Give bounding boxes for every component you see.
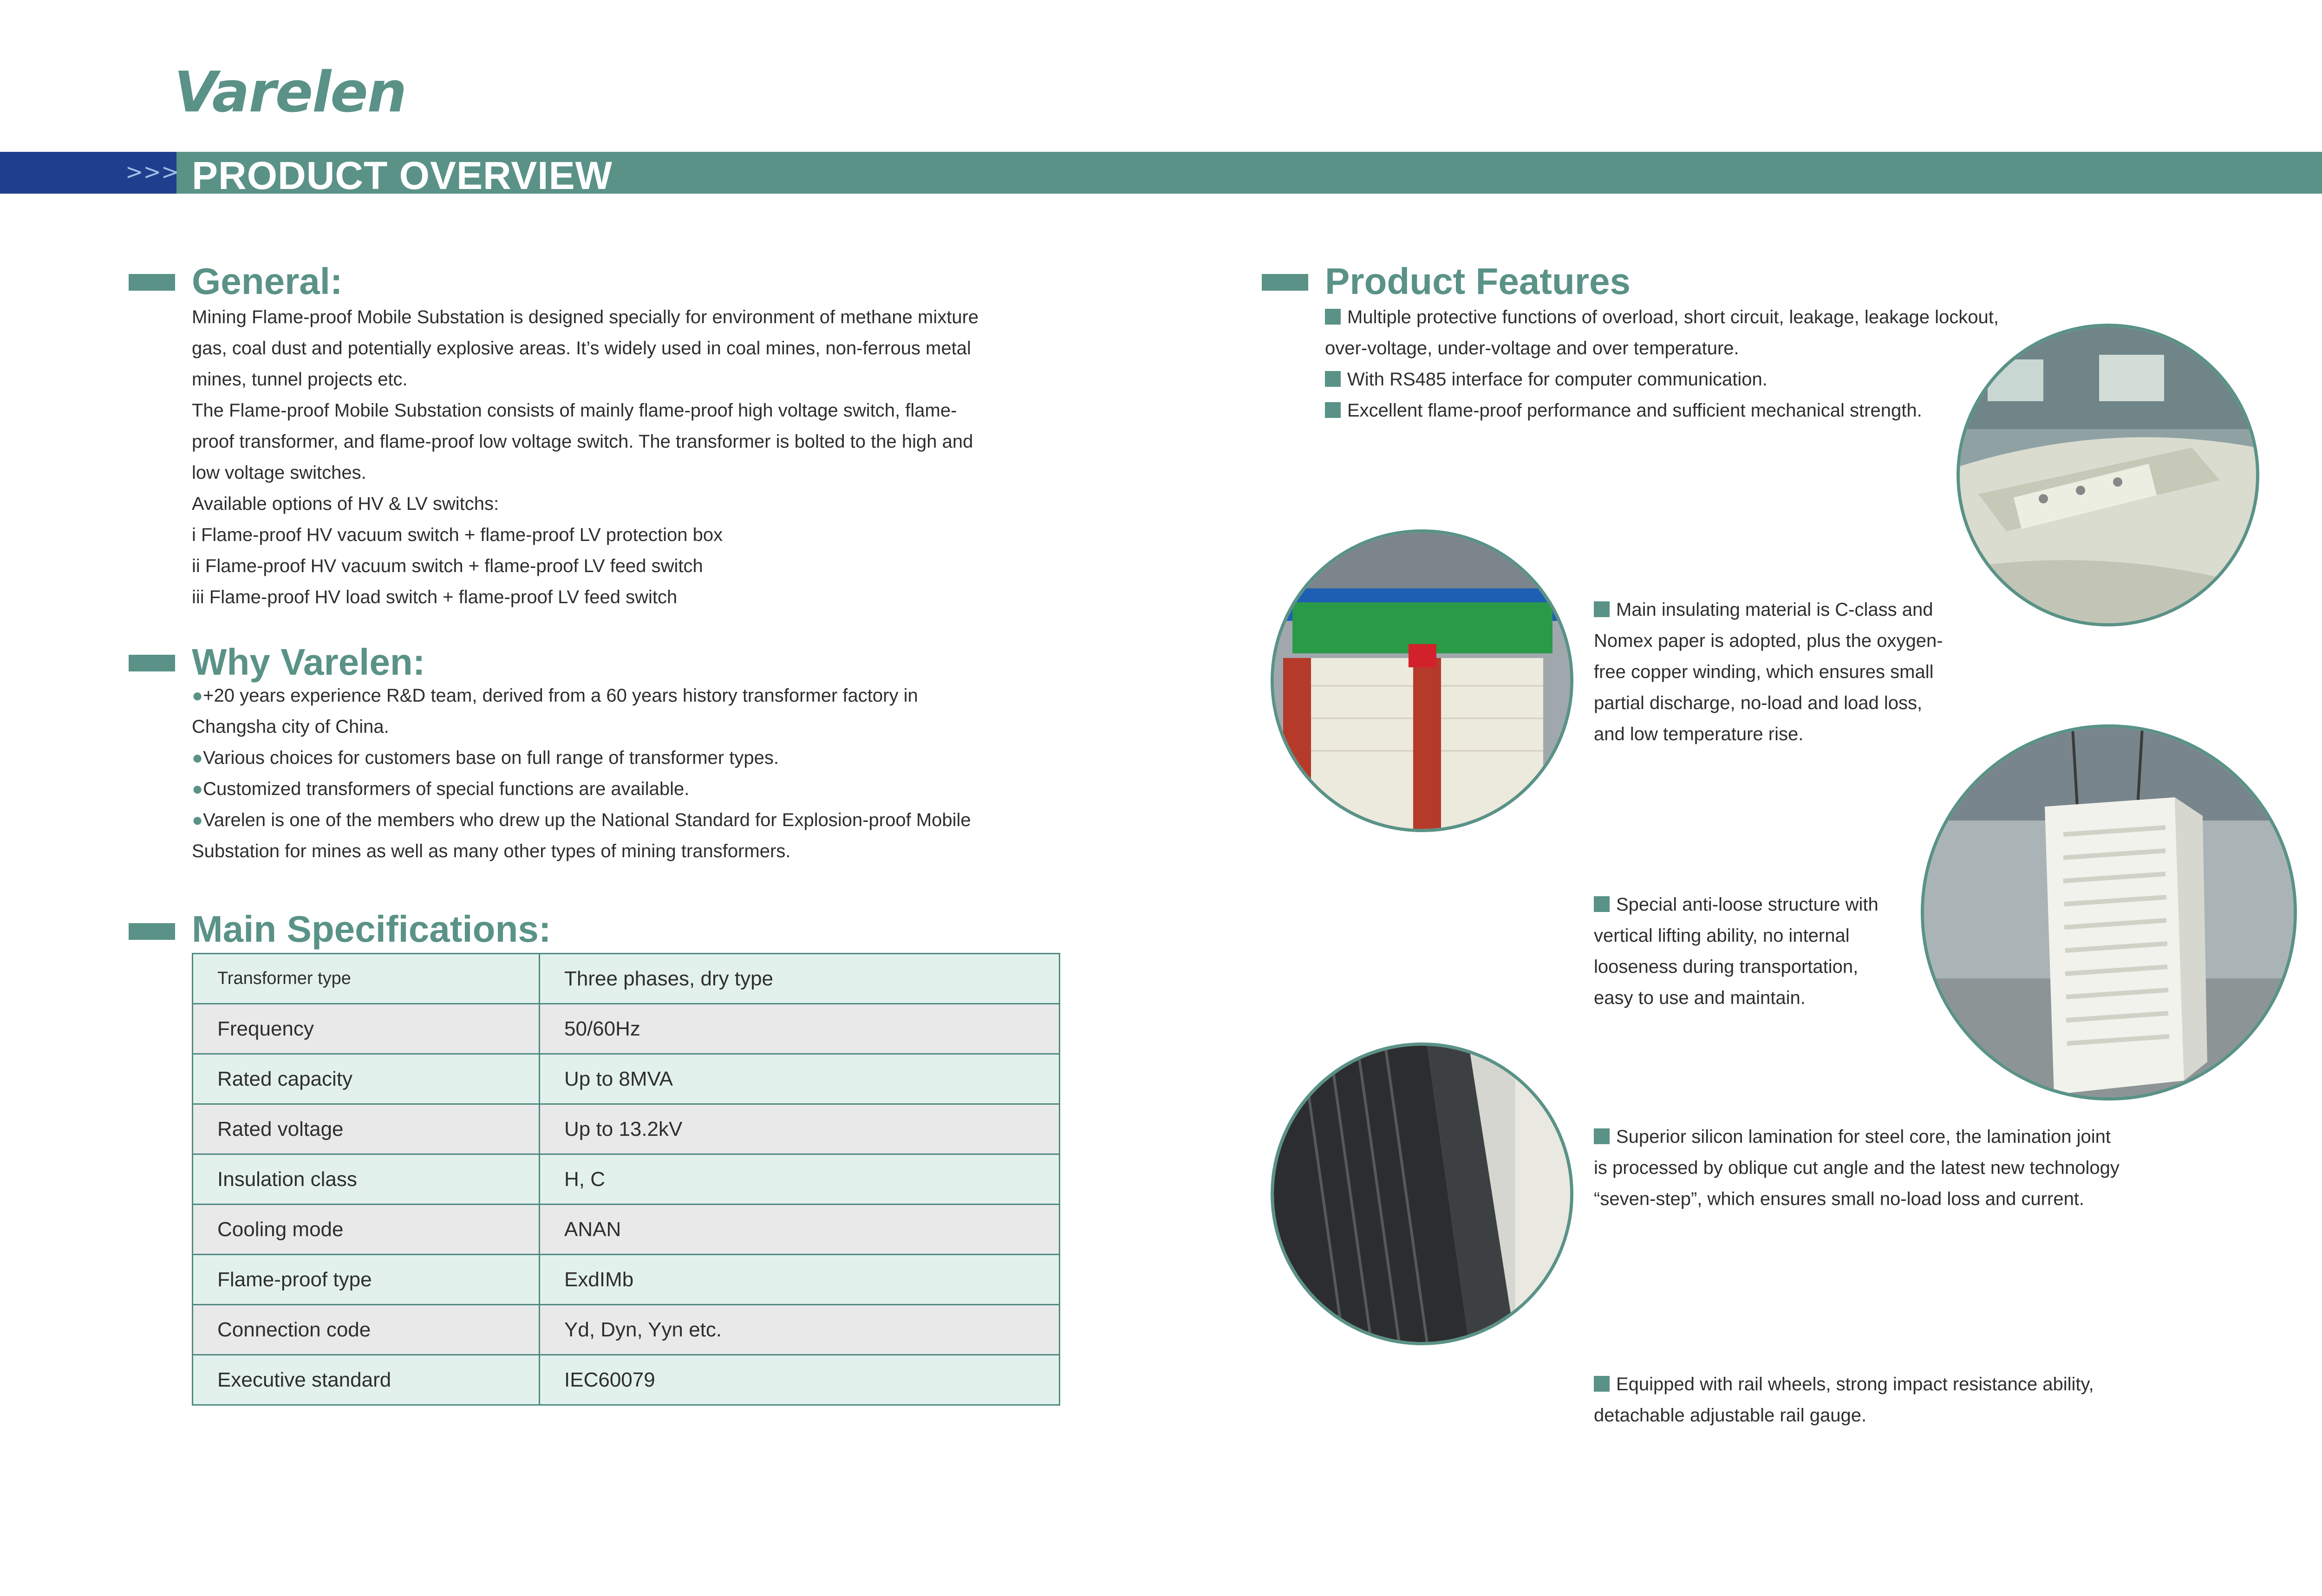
feature-block-rail: Equipped with rail wheels, strong impact resistance ability, detachable adjustable rail gauge. <box>1594 1374 2094 1426</box>
feature-block-structure: Special anti-loose structure with vertical lifting ability, no internal looseness during transportation, easy to use and maintain. <box>1594 894 1878 1008</box>
spec-value: Yd, Dyn, Yyn etc. <box>540 1305 1060 1355</box>
general-line: ii Flame-proof HV vacuum switch + flame-proof LV feed switch <box>192 556 703 576</box>
enclosure-top-image <box>1960 327 2257 624</box>
header-arrows: >>> <box>125 159 179 184</box>
spec-value: Up to 8MVA <box>540 1054 1060 1104</box>
feature-item: Excellent flame-proof performance and sufficient mechanical strength. <box>1325 395 2022 426</box>
general-line: Mining Flame-proof Mobile Substation is designed specially for environment of methane mixture <box>192 307 979 327</box>
table-row <box>193 1154 1060 1205</box>
square-bullet-icon <box>1594 1128 1610 1144</box>
spec-key: Cooling mode <box>193 1205 540 1255</box>
general-line: low voltage switches. <box>192 463 366 483</box>
feature-block-lamination: Superior silicon lamination for steel core, the lamination joint is processed by oblique cut angle and the latest new technology “seven-step”, which ensures small no-load loss and current. <box>1594 1127 2120 1209</box>
why-line: ●+20 years experience R&D team, derived from a 60 years history transformer factory in <box>192 685 918 706</box>
general-line: iii Flame-proof HV load switch + flame-proof LV feed switch <box>192 587 678 607</box>
spec-value: ANAN <box>540 1205 1060 1255</box>
spec-key: Rated capacity <box>193 1054 540 1104</box>
brand-logo: Varelen <box>174 60 406 125</box>
spec-value: IEC60079 <box>540 1355 1060 1405</box>
circle-photo-enclosure-top <box>1957 324 2259 626</box>
general-line: mines, tunnel projects etc. <box>192 369 408 390</box>
general-heading: General: <box>192 261 343 302</box>
bullet-icon: ● <box>192 779 203 799</box>
square-bullet-icon <box>1594 1376 1610 1392</box>
table-row <box>193 1004 1060 1054</box>
section-marker <box>1262 274 1308 291</box>
why-line: Changsha city of China. <box>192 717 389 737</box>
spec-key: Insulation class <box>193 1154 540 1205</box>
spec-value: Up to 13.2kV <box>540 1104 1060 1154</box>
specs-table <box>192 953 1060 1406</box>
section-marker <box>129 655 175 671</box>
feature-item-continued: over-voltage, under-voltage and over temperature. <box>1325 338 1739 358</box>
circle-photo-enclosure-side <box>1921 724 2297 1101</box>
feature-item: Multiple protective functions of overload, short circuit, leakage, leakage lockout, <box>1325 302 2022 333</box>
core-lamination-image <box>1274 1046 1571 1343</box>
general-line: The Flame-proof Mobile Substation consists of mainly flame-proof high voltage switch, flame- <box>192 400 957 421</box>
table-row <box>193 1205 1060 1255</box>
section-marker <box>129 923 175 940</box>
section-marker <box>129 274 175 291</box>
spec-value: Three phases, dry type <box>540 954 1060 1004</box>
specs-heading: Main Specifications: <box>192 908 551 950</box>
why-line: ●Customized transformers of special functions are available. <box>192 779 690 799</box>
table-row <box>193 1355 1060 1405</box>
why-line: ●Various choices for customers base on full range of transformer types. <box>192 748 779 768</box>
spec-value: H, C <box>540 1154 1060 1205</box>
spec-key: Frequency <box>193 1004 540 1054</box>
spec-value: ExdIMb <box>540 1255 1060 1305</box>
table-row <box>193 1255 1060 1305</box>
spec-key: Flame-proof type <box>193 1255 540 1305</box>
general-line: proof transformer, and flame-proof low voltage switch. The transformer is bolted to the high and <box>192 431 973 452</box>
feature-block-insulation: Main insulating material is C-class and Nomex paper is adopted, plus the oxygen- free copper winding, which ensures small partial discharge, no-load and load loss, and low temperature rise. <box>1594 599 1943 744</box>
general-text <box>192 302 1060 613</box>
square-bullet-icon <box>1325 371 1341 387</box>
page-title: PRODUCT OVERVIEW <box>192 154 613 197</box>
spec-key: Transformer type <box>193 954 540 1004</box>
spec-value: 50/60Hz <box>540 1004 1060 1054</box>
why-heading: Why Varelen: <box>192 641 425 683</box>
square-bullet-icon <box>1594 601 1610 617</box>
square-bullet-icon <box>1325 402 1341 418</box>
general-line: Available options of HV & LV switchs: <box>192 494 499 514</box>
square-bullet-icon <box>1594 896 1610 912</box>
feature-item: With RS485 interface for computer communication. <box>1325 364 2022 395</box>
bullet-icon: ● <box>192 685 203 706</box>
winding-image <box>1274 533 1571 830</box>
table-row <box>193 1104 1060 1154</box>
square-bullet-icon <box>1325 309 1341 325</box>
spec-key: Executive standard <box>193 1355 540 1405</box>
why-text <box>192 680 1060 867</box>
why-line: ●Varelen is one of the members who drew up the National Standard for Explosion-proof Mobile <box>192 810 971 830</box>
table-row <box>193 1305 1060 1355</box>
spec-key: Connection code <box>193 1305 540 1355</box>
bullet-icon: ● <box>192 810 203 830</box>
general-line: gas, coal dust and potentially explosive areas. It’s widely used in coal mines, non-ferrous metal <box>192 338 971 358</box>
bullet-icon: ● <box>192 748 203 768</box>
features-heading: Product Features <box>1325 261 1631 302</box>
enclosure-side-image <box>1924 728 2294 1097</box>
circle-photo-core-lamination <box>1271 1042 1573 1345</box>
general-line: i Flame-proof HV vacuum switch + flame-proof LV protection box <box>192 525 723 545</box>
features-list <box>1325 302 2022 426</box>
circle-photo-winding <box>1271 529 1573 832</box>
why-line: Substation for mines as well as many other types of mining transformers. <box>192 841 791 861</box>
table-row <box>193 954 1060 1004</box>
spec-key: Rated voltage <box>193 1104 540 1154</box>
table-row <box>193 1054 1060 1104</box>
